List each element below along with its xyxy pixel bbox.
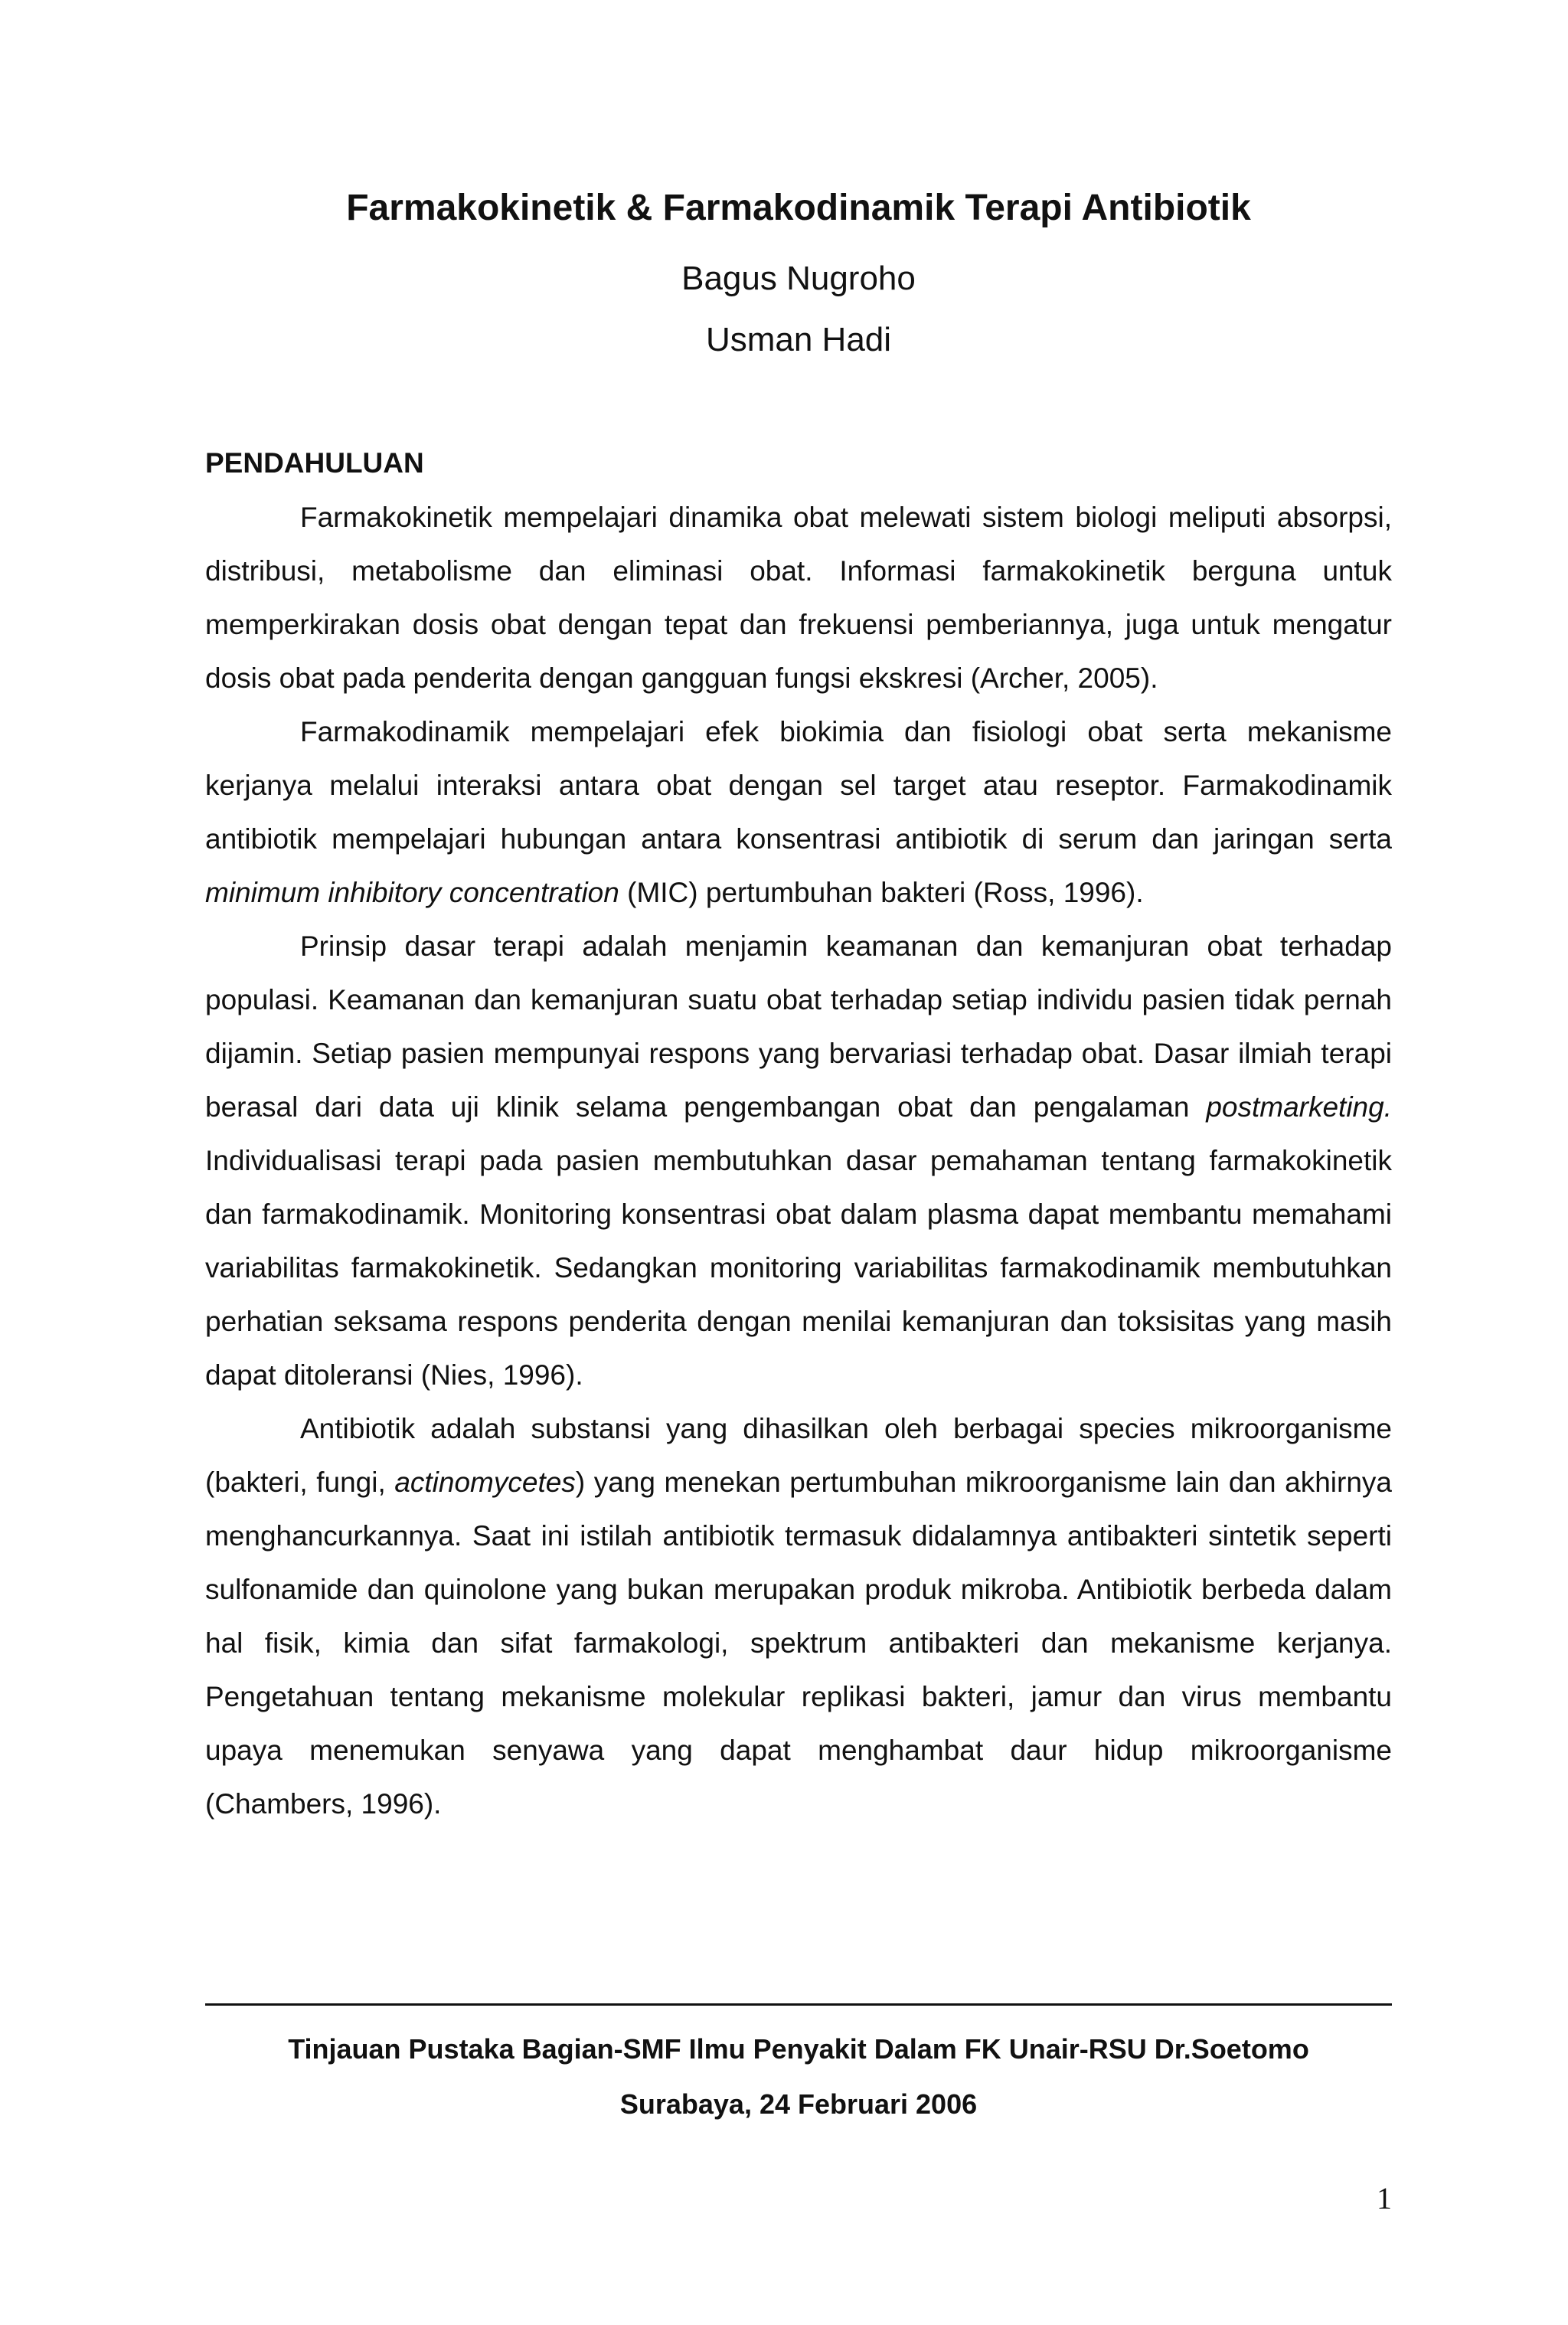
footer-affiliation: Tinjauan Pustaka Bagian-SMF Ilmu Penyakit Dalam FK Unair-RSU Dr.Soetomo: [288, 2033, 1309, 2065]
paragraph-text: Antibiotik adalah substansi yang dihasilkan oleh berbagai species mikroorganisme (bakteri, fungi,: [205, 1413, 1392, 1498]
document-body: [205, 491, 1392, 1831]
footer-date: Surabaya, 24 Februari 2006: [619, 2088, 978, 2120]
paragraph-text: Farmakokinetik mempelajari dinamika obat melewati sistem biologi meliputi absorpsi, distribusi, metabolisme dan eliminasi obat. Informasi farmakokinetik berguna untuk memperkirakan dosis obat dengan tepat dan frekuensi pemberiannya, juga untuk mengatur dosis obat pada penderita dengan gangguan fungsi ekskresi (Archer, 2005).: [205, 502, 1392, 694]
page-number: 1: [1377, 2181, 1392, 2215]
paragraph-text: Prinsip dasar terapi adalah menjamin keamanan dan kemanjuran obat terhadap populasi. Keamanan dan kemanjuran suatu obat terhadap setiap individu pasien tidak pernah dijamin. Setiap pasien mempunyai respons yang bervariasi terhadap obat. Dasar ilmiah terapi berasal dari data uji klinik selama pengembangan obat dan pengalaman: [205, 930, 1392, 1123]
paragraph-text: ) yang menekan pertumbuhan mikroorganisme lain dan akhirnya menghancurkannya. Saat ini istilah antibiotik termasuk didalamnya antibakteri sintetik seperti sulfonamide dan quinolone yang bukan merupakan produk mikroba. Antibiotik berbeda dalam hal fisik, kimia dan sifat farmakologi, spektrum antibakteri dan mekanisme kerjanya. Pengetahuan tentang mekanisme molekular replikasi bakteri, jamur dan virus membantu upaya menemukan senyawa yang dapat menghambat daur hidup mikroorganisme (Chambers, 1996).: [205, 1467, 1392, 1820]
paragraph-text: Farmakodinamik mempelajari efek biokimia dan fisiologi obat serta mekanisme kerjanya melalui interaksi antara obat dengan sel target atau reseptor. Farmakodinamik antibiotik mempelajari hubungan antara konsentrasi antibiotik di serum dan jaringan serta: [205, 716, 1392, 855]
body-paragraph: [205, 1402, 1392, 1831]
italic-term: actinomycetes: [394, 1467, 576, 1498]
author-name: Bagus Nugroho: [681, 260, 916, 297]
document-title: Farmakokinetik & Farmakodinamik Terapi Antibiotik: [346, 188, 1251, 228]
paragraph-text: Individualisasi terapi pada pasien membutuhkan dasar pemahaman tentang farmakokinetik dan farmakodinamik. Monitoring konsentrasi obat dalam plasma dapat membantu memahami variabilitas farmakokinetik. Sedangkan monitoring variabilitas farmakodinamik membutuhkan perhatian seksama respons penderita dengan menilai kemanjuran dan toksisitas yang masih dapat ditoleransi (Nies, 1996).: [205, 1145, 1392, 1391]
author-name: Usman Hadi: [705, 321, 892, 358]
body-paragraph: [205, 491, 1392, 705]
italic-term: postmarketing.: [1206, 1091, 1392, 1123]
body-paragraph: [205, 920, 1392, 1402]
paragraph-text: (MIC) pertumbuhan bakteri (Ross, 1996).: [619, 877, 1144, 908]
body-paragraph: [205, 705, 1392, 920]
document-page: [205, 0, 1392, 2325]
section-heading: PENDAHULUAN: [205, 447, 424, 479]
italic-term: minimum inhibitory concentration: [205, 877, 619, 908]
footer-divider: [205, 2003, 1392, 2006]
